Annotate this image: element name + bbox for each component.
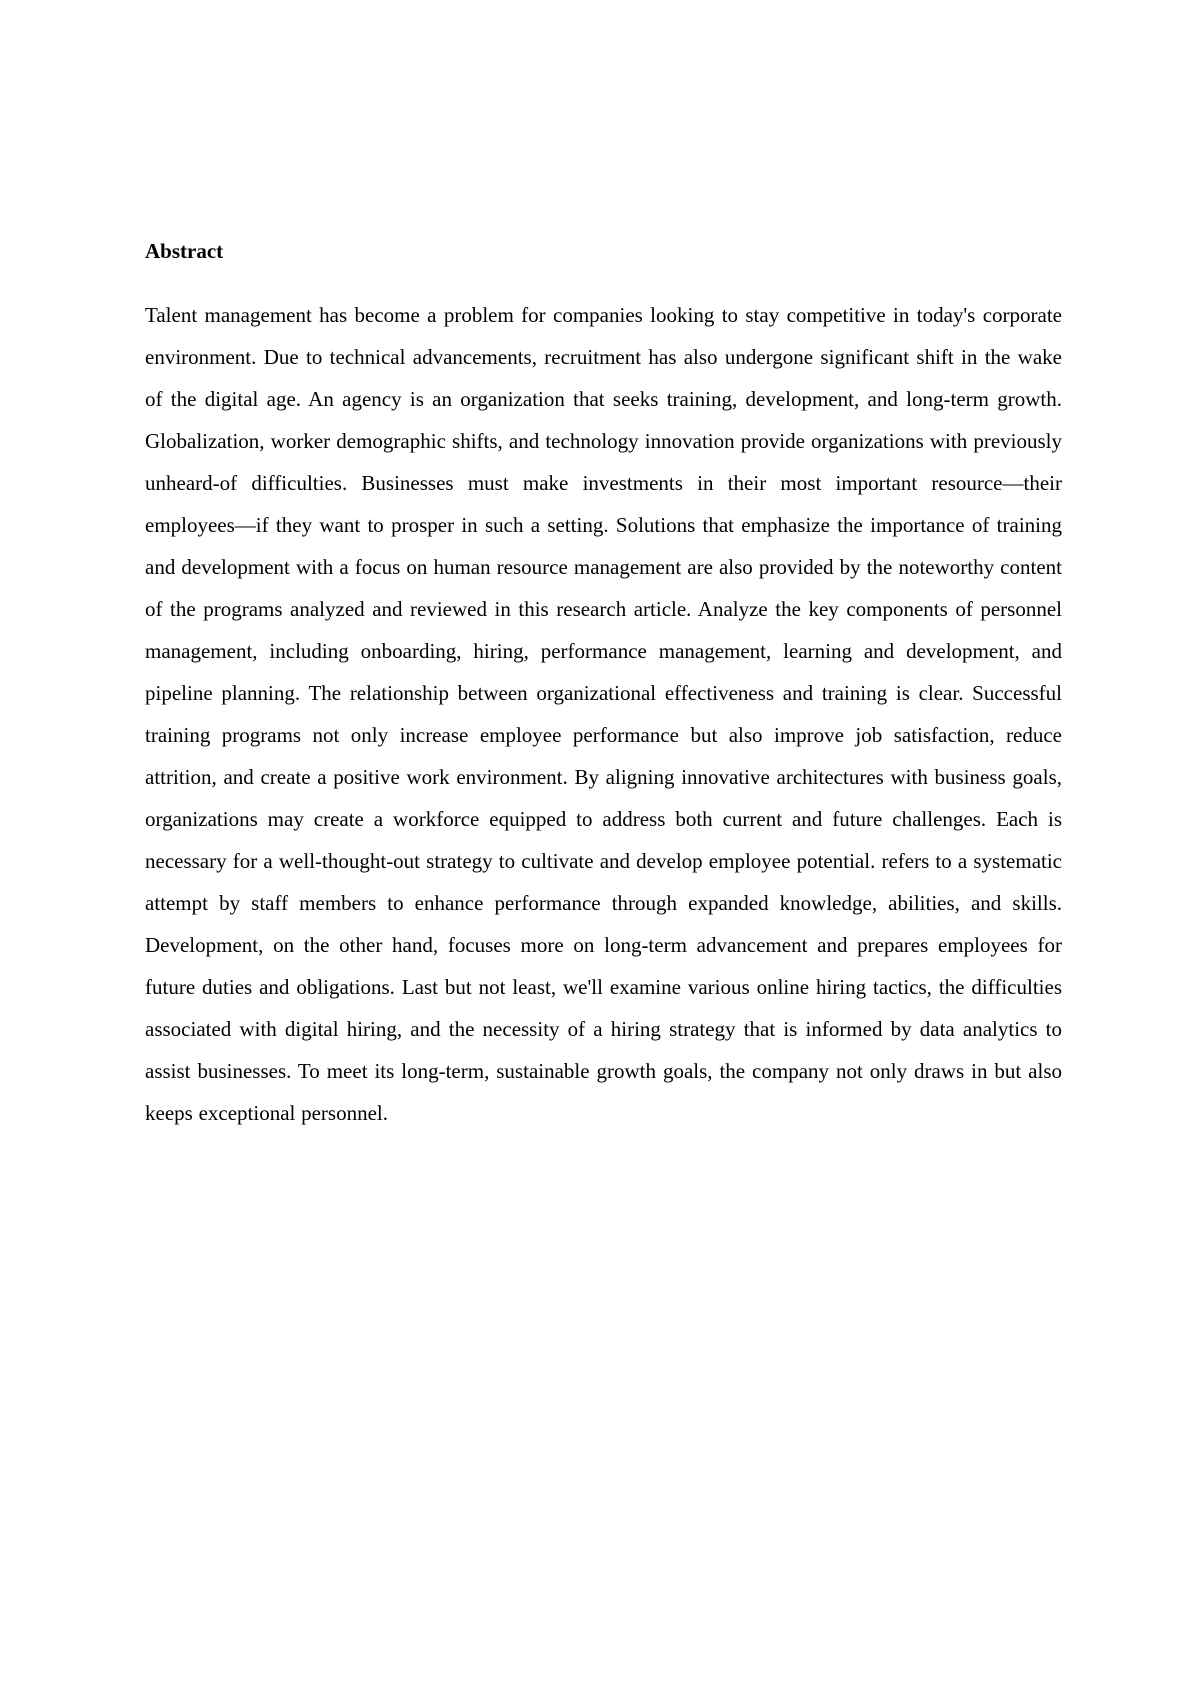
abstract-section [145,234,1062,1134]
abstract-paragraph: Talent management has become a problem for companies looking to stay competitive in today's corporate environment. Due to technical advancements, recruitment has also undergone significant shift in the wake of the digital age. An agency is an organization that seeks training, development, and long-term growth. Globalization, worker demographic shifts, and technology innovation provide organizations with previously unheard-of difficulties. Businesses must make investments in their most important resource—their employees—if they want to prosper in such a setting. Solutions that emphasize the importance of training and development with a focus on human resource management are also provided by the noteworthy content of the programs analyzed and reviewed in this research article. Analyze the key components of personnel management, including onboarding, hiring, performance management, learning and development, and pipeline planning. The relationship between organizational effectiveness and training is clear. Successful training programs not only increase employee performance but also improve job satisfaction, reduce attrition, and create a positive work environment. By aligning innovative architectures with business goals, organizations may create a workforce equipped to address both current and future challenges. Each is necessary for a well-thought-out strategy to cultivate and develop employee potential. refers to a systematic attempt by staff members to enhance performance through expanded knowledge, abilities, and skills. Development, on the other hand, focuses more on long-term advancement and prepares employees for future duties and obligations. Last but not least, we'll examine various online hiring tactics, the difficulties associated with digital hiring, and the necessity of a hiring strategy that is informed by data analytics to assist businesses. To meet its long-term, sustainable growth goals, the company not only draws in but also keeps exceptional personnel. [145,303,1062,1125]
section-heading: Abstract [145,239,224,263]
